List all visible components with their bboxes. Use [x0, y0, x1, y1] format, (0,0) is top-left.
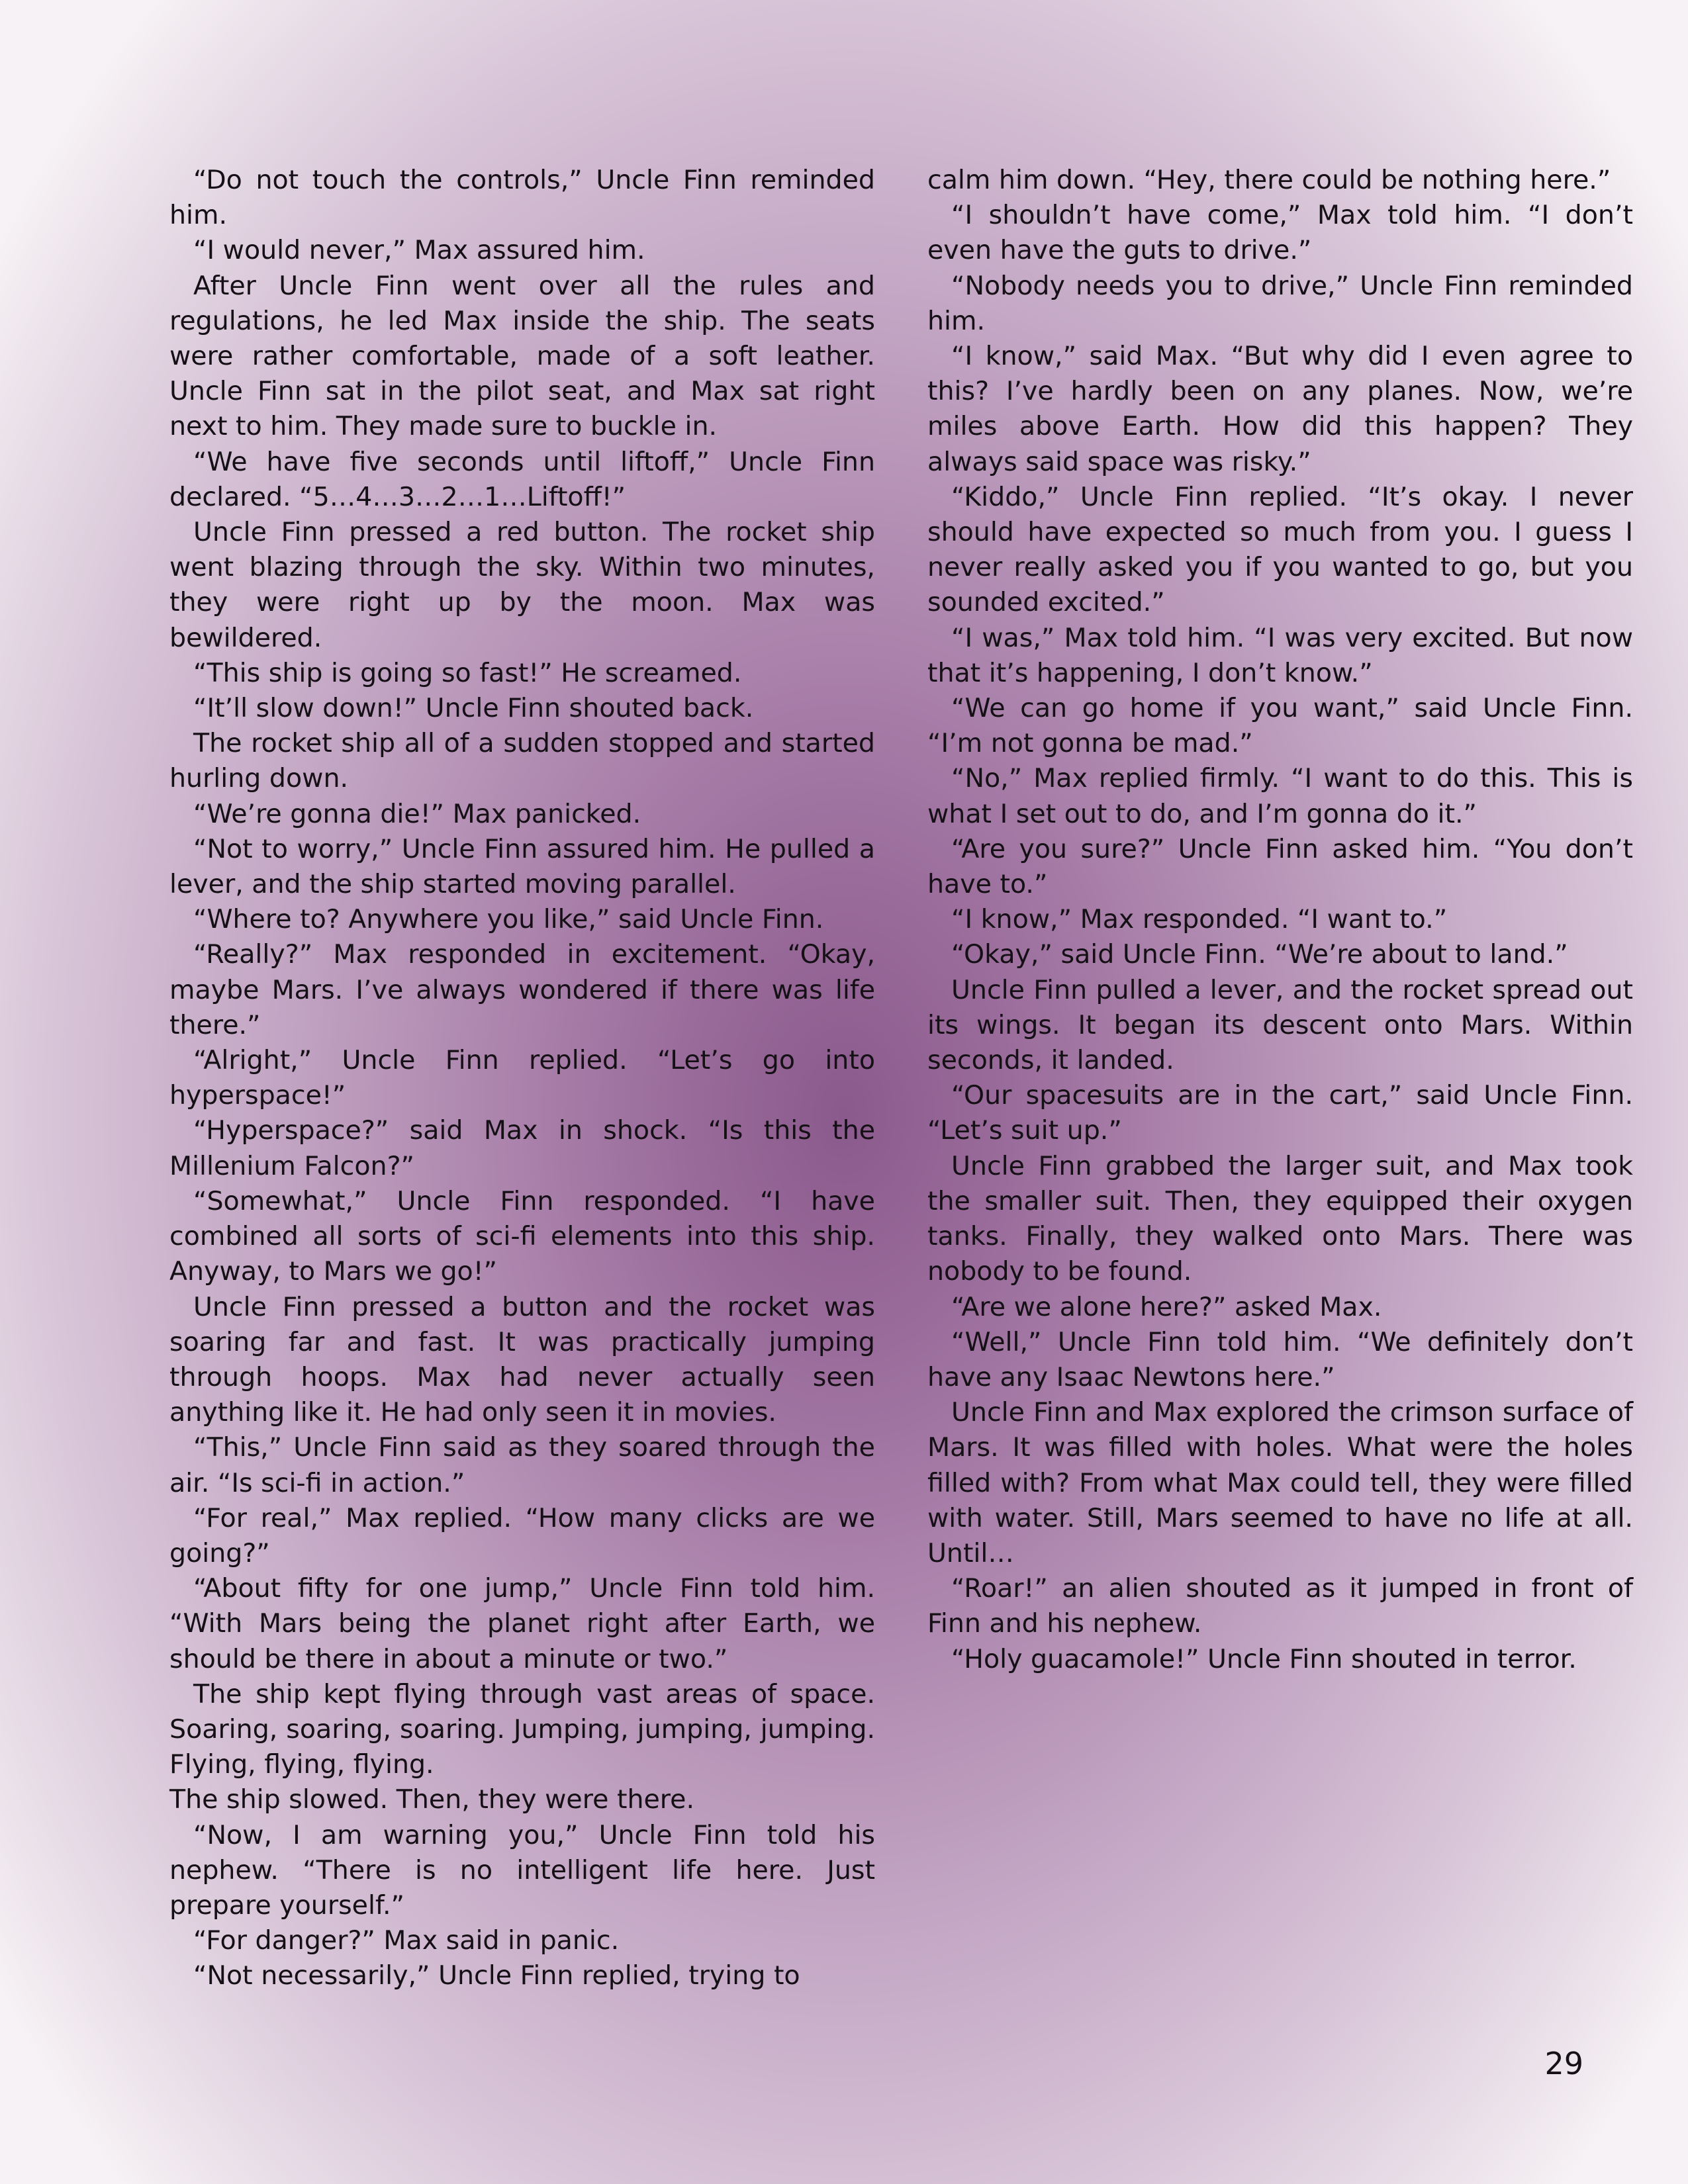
paragraph: “Are we alone here?” asked Max.	[951, 1291, 1382, 1322]
paragraph: “Well,” Uncle Finn told him. “We definitely don’t have any Isaac Newtons here.”	[927, 1326, 1633, 1392]
paragraph: “We can go home if you want,” said Uncle Finn. “I’m not gonna be mad.”	[927, 693, 1633, 759]
paragraph: “I know,” said Max. “But why did I even agree to this? I’ve hardly been on any planes. Now, we’re miles above Earth. How did this happen? They always said space was risky.”	[927, 341, 1633, 477]
paragraph: “Not to worry,” Uncle Finn assured him. He pulled a lever, and the ship started moving parallel.	[169, 833, 875, 900]
paragraph: “About fifty for one jump,” Uncle Finn told him. “With Mars being the planet right after Earth, we should be there in about a minute or two.”	[169, 1573, 875, 1674]
paragraph: Uncle Finn grabbed the larger suit, and Max took the smaller suit. Then, they equipped their oxygen tanks. Finally, they walked onto Mars. There was nobody to be found.	[927, 1150, 1633, 1287]
paragraph: “We have five seconds until liftoff,” Uncle Finn declared. “5…4…3…2…1…Liftoff!”	[169, 446, 875, 512]
paragraph: “Alright,” Uncle Finn replied. “Let’s go into hyperspace!”	[169, 1045, 875, 1111]
left-text-column	[169, 163, 875, 1994]
paragraph: “For real,” Max replied. “How many clicks are we going?”	[169, 1502, 875, 1569]
paragraph: Uncle Finn pulled a lever, and the rocket spread out its wings. It began its descent onto Mars. Within seconds, it landed.	[927, 974, 1633, 1076]
paragraph: “I would never,” Max assured him.	[193, 235, 645, 266]
paragraph: After Uncle Finn went over all the rules and regulations, he led Max inside the ship. The seats were rather comfortable, made of a soft leather. Uncle Finn sat in the pilot seat, and Max sat right next to him. They made sure to buckle in.	[169, 270, 875, 442]
paragraph: “Kiddo,” Uncle Finn replied. “It’s okay. I never should have expected so much from you. I guess I never really asked you if you wanted to go, but you sounded excited.”	[927, 481, 1633, 618]
paragraph: “Where to? Anywhere you like,” said Uncle Finn.	[193, 904, 824, 935]
paragraph: “Somewhat,” Uncle Finn responded. “I have combined all sorts of sci-fi elements into this ship. Anyway, to Mars we go!”	[169, 1185, 875, 1287]
paragraph: “Nobody needs you to drive,” Uncle Finn reminded him.	[927, 270, 1633, 336]
paragraph: “No,” Max replied firmly. “I want to do this. This is what I set out to do, and I’m gonna do it.”	[927, 763, 1633, 829]
paragraph: “Our spacesuits are in the cart,” said Uncle Finn. “Let’s suit up.”	[927, 1080, 1633, 1146]
paragraph: “Roar!” an alien shouted as it jumped in front of Finn and his nephew.	[927, 1573, 1633, 1639]
paragraph: “Okay,” said Uncle Finn. “We’re about to land.”	[951, 939, 1568, 970]
paragraph: “I know,” Max responded. “I want to.”	[951, 904, 1448, 935]
paragraph: “This,” Uncle Finn said as they soared through the air. “Is sci-fi in action.”	[169, 1432, 875, 1498]
paragraph: “Do not touch the controls,” Uncle Finn reminded him.	[169, 165, 875, 231]
paragraph: “I shouldn’t have come,” Max told him. “I don’t even have the guts to drive.”	[927, 200, 1633, 266]
paragraph: The rocket ship all of a sudden stopped and started hurling down.	[169, 728, 875, 794]
paragraph: “For danger?” Max said in panic.	[193, 1925, 620, 1956]
paragraph: “Holy guacamole!” Uncle Finn shouted in terror.	[951, 1643, 1577, 1674]
paragraph: calm him down. “Hey, there could be nothing here.”	[927, 165, 1611, 195]
paragraph: Uncle Finn pressed a red button. The rocket ship went blazing through the sky. Within two minutes, they were right up by the moon. Max was bewildered.	[169, 517, 875, 653]
paragraph: “I was,” Max told him. “I was very excited. But now that it’s happening, I don’t know.”	[927, 622, 1633, 688]
right-text-column	[927, 163, 1633, 1677]
paragraph: Uncle Finn pressed a button and the rocket was soaring far and fast. It was practically jumping through hoops. Max had never actually seen anything like it. He had only seen it in movies.	[169, 1291, 875, 1428]
page-number: 29	[1544, 2046, 1583, 2081]
paragraph: Uncle Finn and Max explored the crimson surface of Mars. It was filled with holes. What were the holes filled with? From what Max could tell, they were filled with water. Still, Mars seemed to have no life at all. Until…	[927, 1397, 1633, 1569]
paragraph: “Are you sure?” Uncle Finn asked him. “You don’t have to.”	[927, 833, 1633, 900]
paragraph: “Not necessarily,” Uncle Finn replied, trying to	[193, 1960, 800, 1991]
paragraph: “Hyperspace?” said Max in shock. “Is this the Millenium Falcon?”	[169, 1115, 875, 1181]
paragraph: “This ship is going so fast!” He screamed.	[193, 657, 742, 688]
paragraph: “Really?” Max responded in excitement. “Okay, maybe Mars. I’ve always wondered if there was life there.”	[169, 939, 875, 1040]
paragraph: The ship slowed. Then, they were there.	[169, 1784, 695, 1815]
paragraph: The ship kept flying through vast areas of space. Soaring, soaring, soaring. Jumping, jumping, jumping. Flying, flying, flying.	[169, 1678, 875, 1780]
paragraph: “It’ll slow down!” Uncle Finn shouted back.	[193, 693, 754, 724]
paragraph: “We’re gonna die!” Max panicked.	[193, 798, 641, 829]
paragraph: “Now, I am warning you,” Uncle Finn told his nephew. “There is no intelligent life here. Just prepare yourself.”	[169, 1819, 875, 1921]
